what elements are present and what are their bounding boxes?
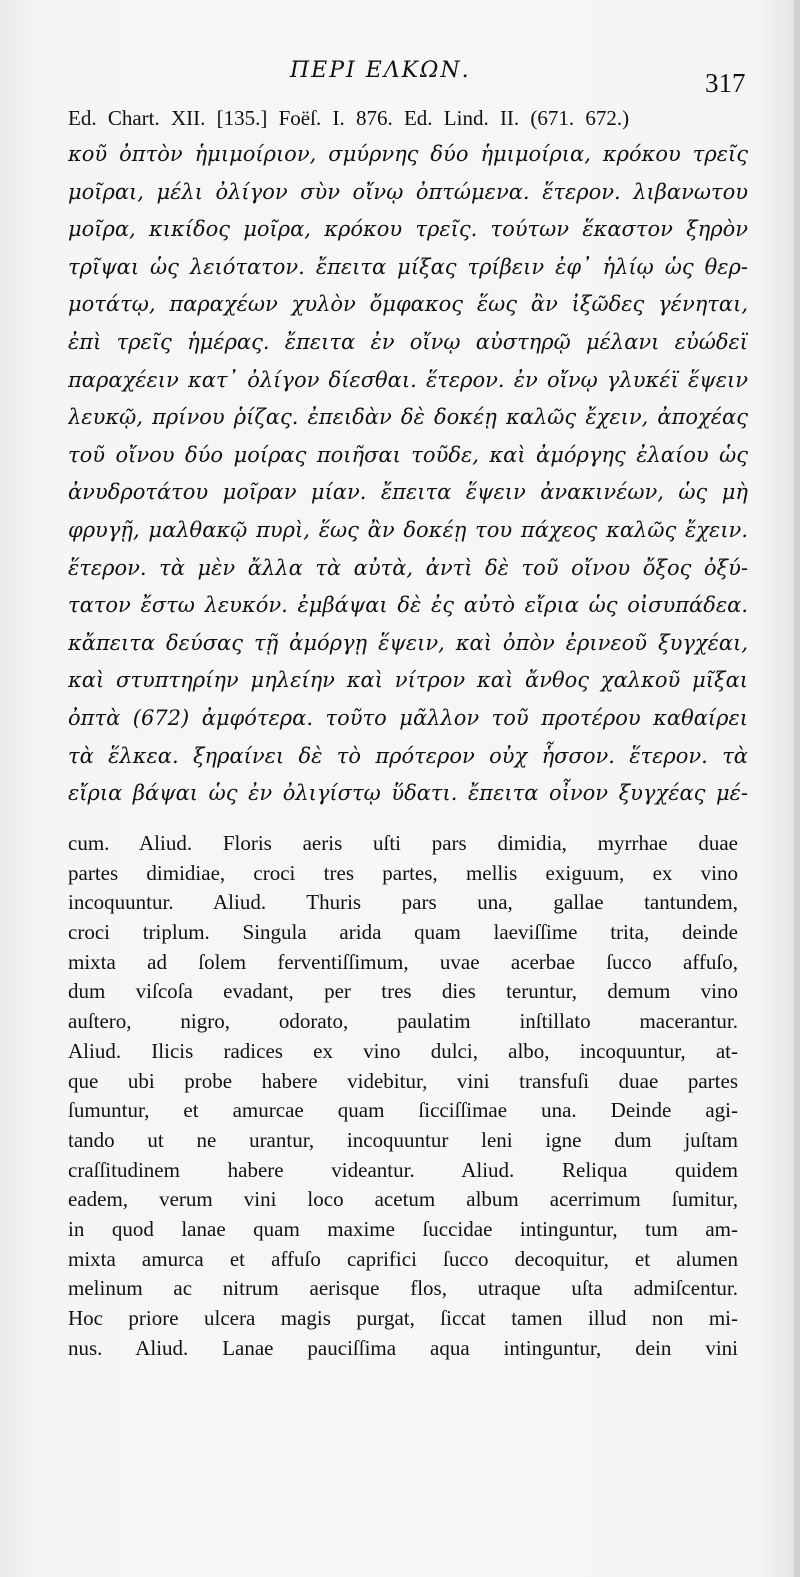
latin-line: dum viſcoſa evadant, per tres dies teruntur, demum vino (68, 979, 738, 1004)
greek-line: εἴρια βάψαι ὡς ἐν ὀλιγίστῳ ὕδατι. ἔπειτα οἶνον ξυγχέας μέ- (68, 781, 748, 806)
greek-line: τρῖψαι ὡς λειότατον. ἔπειτα μίξας τρίβειν ἐφ᾽ ἡλίῳ ὡς θερ- (68, 254, 748, 279)
latin-line: Hoc priore ulcera magis purgat, ſiccat tamen illud non mi- (68, 1306, 738, 1330)
greek-line: λευκῷ, πρίνου ῥίζας. ἐπειδὰν δὲ δοκέῃ καλῶς ἔχειν, ἀποχέας (68, 405, 748, 430)
greek-text-block (68, 136, 748, 813)
latin-line: ſumuntur, et amurcae quam ſicciſſimae una. Deinde agi- (68, 1098, 738, 1123)
latin-line: tando ut ne urantur, incoquuntur leni igne dum juſtam (68, 1127, 738, 1152)
greek-line: κἄπειτα δεύσας τῇ ἀμόργῃ ἕψειν, καὶ ὀπὸν ἐρινεοῦ ξυγχέαι, (68, 630, 748, 655)
greek-line: καὶ στυπτηρίην μηλείην καὶ νίτρον καὶ ἄνθος χαλκοῦ μῖξαι (68, 668, 748, 693)
page-edge (794, 0, 800, 1577)
latin-line: croci triplum. Singula arida quam laeviſſime trita, deinde (68, 920, 738, 945)
latin-line: Aliud. Ilicis radices ex vino dulci, albo, incoquuntur, at- (68, 1038, 738, 1063)
greek-line: τατον ἔστω λευκόν. ἐμβάψαι δὲ ἐς αὐτὸ εἴρια ὡς οἰσυπάδεα. (68, 593, 748, 618)
latin-line: eadem, verum vini loco acetum album acerrimum ſumitur, (68, 1187, 738, 1212)
greek-line: φρυγῇ, μαλθακῷ πυρὶ, ἕως ἂν δοκέῃ του πάχεος καλῶς ἔχειν. (68, 517, 748, 542)
edition-references: Ed. Chart. XII. [135.] Foëſ. I. 876. Ed. Lind. II. (671. 672.) (68, 106, 630, 130)
greek-line: ἀνυδροτάτου μοῖραν μίαν. ἔπειτα ἕψειν ἀνακινέων, ὡς μὴ (68, 480, 748, 505)
latin-line: in quod lanae quam maxime ſuccidae intinguntur, tum am- (68, 1216, 738, 1241)
latin-line: melinum ac nitrum aerisque flos, utraque uſta admiſcentur. (68, 1276, 738, 1301)
greek-line: μοτάτῳ, παραχέων χυλὸν ὄμφακος ἕως ἂν ἰξῶδες γένηται, (68, 292, 748, 317)
latin-line: mixta ad ſolem ferventiſſimum, uvae acerbae ſucco affuſo, (68, 949, 738, 974)
latin-line: incoquuntur. Aliud. Thuris pars una, gallae tantundem, (68, 890, 738, 915)
greek-line: ἕτερον. τὰ μὲν ἄλλα τὰ αὐτὰ, ἀντὶ δὲ τοῦ οἴνου ὄξος ὀξύ- (68, 555, 748, 580)
latin-line: que ubi probe habere videbitur, vini transfuſi duae partes (68, 1068, 738, 1093)
greek-line: τὰ ἕλκεα. ξηραίνει δὲ τὸ πρότερον οὐχ ἧσσον. ἕτερον. τὰ (68, 743, 748, 768)
greek-line: κοῦ ὀπτὸν ἡμιμοίριον, σμύρνης δύο ἡμιμοίρια, κρόκου τρεῖς (68, 142, 748, 166)
latin-line: cum. Aliud. Floris aeris uſti pars dimidia, myrrhae duae (68, 831, 738, 855)
latin-line: craſſitudinem habere videantur. Aliud. Reliqua quidem (68, 1157, 738, 1182)
greek-line: ἐπὶ τρεῖς ἡμέρας. ἔπειτα ἐν οἴνῳ αὐστηρῷ μέλανι εὐώδεϊ (68, 329, 748, 354)
greek-line: μοῖρα, κικίδος μοῖρα, κρόκου τρεῖς. τούτων ἕκαστον ξηρὸν (68, 217, 748, 242)
page-number: 317 (705, 68, 746, 98)
greek-line: ὀπτὰ (672) ἀμφότερα. τοῦτο μᾶλλον τοῦ προτέρου καθαίρει (68, 705, 748, 730)
running-title: ΠΕΡΙ ΕΛΚΩΝ. (290, 58, 471, 83)
latin-text-block (68, 829, 738, 1363)
latin-line: partes dimidiae, croci tres partes, mellis exiguum, ex vino (68, 860, 738, 885)
latin-line: mixta amurca et affuſo caprifici ſucco decoquitur, et alumen (68, 1246, 738, 1271)
greek-line: τοῦ οἴνου δύο μοίρας ποιῆσαι τοῦδε, καὶ ἀμόργης ἐλαίου ὡς (68, 442, 748, 467)
greek-line: παραχέειν κατ᾽ ὀλίγον δίεσθαι. ἕτερον. ἐν οἴνῳ γλυκέϊ ἕψειν (68, 367, 748, 392)
greek-line: μοῖραι, μέλι ὀλίγον σὺν οἴνῳ ὀπτώμενα. ἕτερον. λιβανωτου (68, 179, 748, 204)
latin-line: nus. Aliud. Lanae pauciſſima aqua intinguntur, dein vini (68, 1335, 738, 1360)
latin-line: auſtero, nigro, odorato, paulatim inſtillato macerantur. (68, 1009, 738, 1034)
